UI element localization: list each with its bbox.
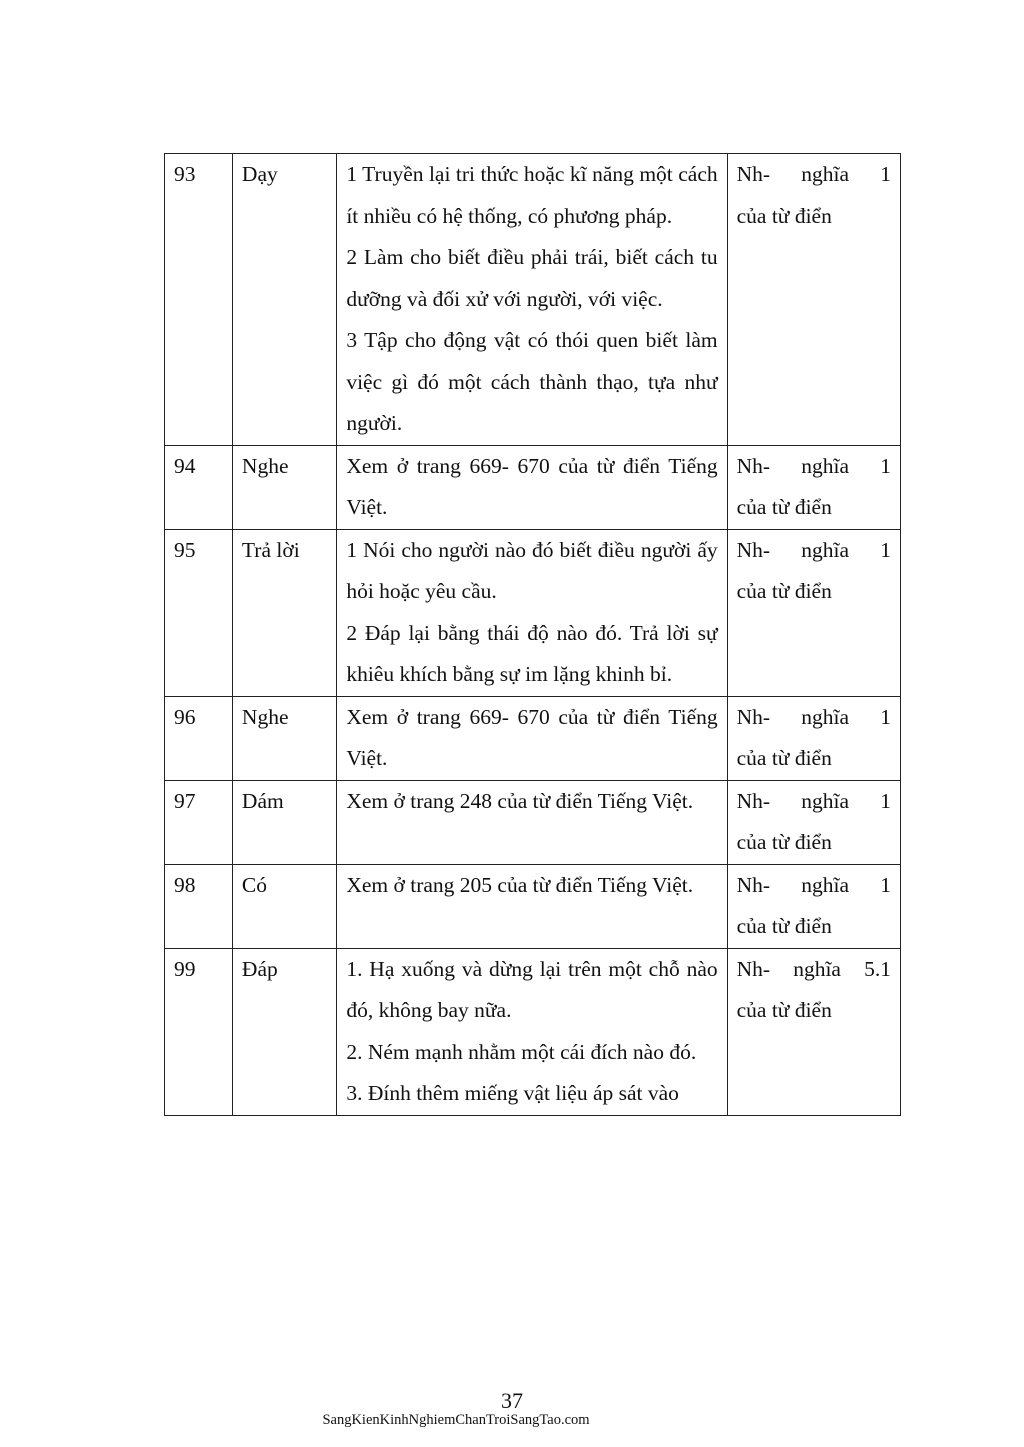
note-first-line	[737, 949, 891, 991]
note-word: nghĩa	[793, 956, 841, 981]
word-cell: Dạy	[232, 154, 336, 446]
table-body	[165, 154, 901, 1116]
row-number: 96	[165, 696, 233, 780]
note-word: nghĩa	[801, 704, 850, 729]
note-word: Nh-	[736, 872, 771, 897]
note-word: 1	[880, 704, 891, 729]
note-first-line	[737, 530, 891, 572]
word-cell: Trả lời	[232, 529, 336, 696]
table-row	[165, 864, 901, 948]
definition-text: Xem ở trang 205 của từ điển Tiếng Việt.	[346, 872, 694, 897]
note-word: Nh-	[736, 788, 771, 813]
note-first-line	[737, 781, 891, 823]
definition-text: Xem ở trang 669- 670 của từ điển Tiếng Việt.	[346, 453, 718, 519]
note-first-line	[737, 865, 891, 907]
row-number: 95	[165, 529, 233, 696]
note-word: 5.1	[864, 956, 891, 981]
note-word: Nh-	[736, 956, 771, 981]
definition-text: 1 Truyền lại tri thức hoặc kĩ năng một cách ít nhiều có hệ thống, có phương pháp.	[346, 162, 718, 228]
table-row	[165, 529, 901, 696]
definition-cell	[337, 445, 727, 529]
page-number: 37	[501, 1388, 523, 1413]
definition-text: 1 Nói cho người nào đó biết điều người ấy hỏi hoặc yêu cầu.	[346, 537, 718, 603]
note-second-line: của từ điển	[736, 914, 832, 938]
table-row	[165, 445, 901, 529]
note-cell	[727, 445, 900, 529]
row-number: 93	[165, 154, 233, 446]
table-row	[165, 948, 901, 1115]
note-word: 1	[880, 537, 891, 562]
note-cell	[727, 529, 900, 696]
note-second-line: của từ điển	[736, 495, 832, 519]
note-second-line: của từ điển	[736, 998, 832, 1022]
word-cell: Nghe	[232, 696, 336, 780]
note-word: Nh-	[736, 704, 771, 729]
note-second-line: của từ điển	[736, 203, 832, 228]
row-number: 97	[165, 780, 233, 864]
definition-text: 3. Đính thêm miếng vật liệu áp sát vào	[346, 1081, 679, 1105]
note-word: 1	[880, 788, 891, 813]
note-cell	[727, 696, 900, 780]
definition-text: 2 Làm cho biết điều phải trái, biết cách tu dưỡng và đối xử với người, với việc.	[346, 245, 718, 311]
word-cell: Đáp	[232, 948, 336, 1115]
table-row	[165, 154, 901, 446]
dictionary-table	[164, 153, 901, 1116]
definition-text: 2 Đáp lại bằng thái độ nào đó. Trả lời sự khiêu khích bằng sự im lặng khinh bỉ.	[346, 620, 718, 686]
note-word: nghĩa	[801, 872, 850, 897]
row-number: 94	[165, 445, 233, 529]
definition-cell	[337, 948, 727, 1115]
definition-cell	[337, 529, 727, 696]
note-word: nghĩa	[801, 788, 850, 813]
row-number: 98	[165, 864, 233, 948]
definition-text: Xem ở trang 669- 670 của từ điển Tiếng Việt.	[346, 704, 718, 770]
table-row	[165, 780, 901, 864]
note-word: 1	[880, 872, 891, 897]
note-word: Nh-	[736, 453, 771, 478]
table-row	[165, 696, 901, 780]
note-word: nghĩa	[801, 453, 850, 478]
note-cell	[727, 154, 900, 446]
note-second-line: của từ điển	[736, 830, 832, 854]
definition-cell	[337, 780, 727, 864]
note-word: nghĩa	[801, 162, 850, 186]
note-word: Nh-	[736, 537, 771, 562]
definition-text: Xem ở trang 248 của từ điển Tiếng Việt.	[346, 788, 694, 813]
definition-cell	[337, 154, 727, 446]
definition-cell	[337, 864, 727, 948]
note-cell	[727, 948, 900, 1115]
note-word: 1	[880, 162, 891, 186]
definition-text: 2. Ném mạnh nhằm một cái đích nào đó.	[346, 1039, 697, 1064]
note-second-line: của từ điển	[736, 746, 832, 770]
definition-text: 3 Tập cho động vật có thói quen biết làm việc gì đó một cách thành thạo, tựa như người.	[346, 328, 718, 435]
word-cell: Có	[232, 864, 336, 948]
note-word: Nh-	[736, 162, 771, 186]
definition-cell	[337, 696, 727, 780]
definition-text: 1. Hạ xuống và dừng lại trên một chỗ nào đó, không bay nữa.	[346, 956, 718, 1022]
note-word: nghĩa	[801, 537, 850, 562]
row-number: 99	[165, 948, 233, 1115]
note-first-line	[737, 446, 891, 488]
source-footer: SangKienKinhNghiemChanTroiSangTao.com	[322, 1412, 590, 1428]
note-second-line: của từ điển	[736, 579, 832, 603]
note-word: 1	[880, 453, 891, 478]
word-cell: Nghe	[232, 445, 336, 529]
note-cell	[727, 864, 900, 948]
note-cell	[727, 780, 900, 864]
note-first-line	[737, 154, 891, 196]
word-cell: Dám	[232, 780, 336, 864]
note-first-line	[737, 697, 891, 739]
